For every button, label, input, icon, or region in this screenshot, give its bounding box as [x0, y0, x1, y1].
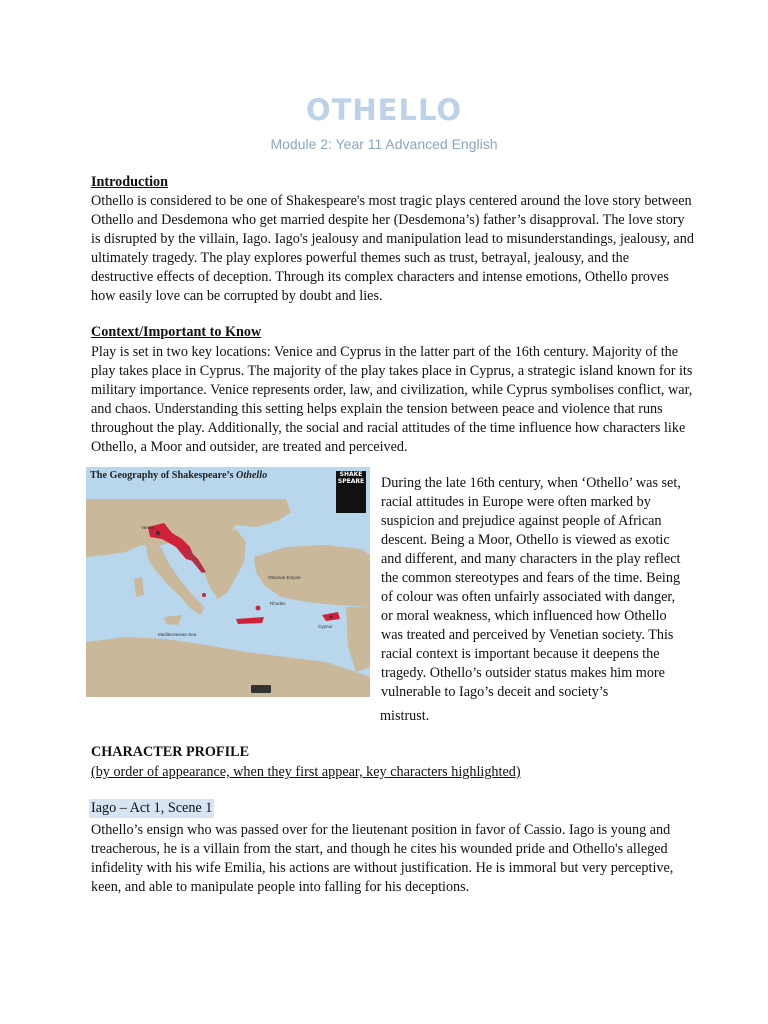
- map-title-italic: Othello: [236, 470, 268, 481]
- intro-line: how easily love can be corrupted by doubt and lies.: [91, 288, 383, 304]
- map-label-ottoman: Ottoman Empire: [268, 575, 301, 580]
- context-line: military importance. Venice represents order, law, and civilization, while Cyprus symbolises conflict, war,: [91, 382, 693, 398]
- intro-paragraph: [91, 192, 694, 306]
- iago-line: keen, and able to manipulate people into falling for his deceptions.: [91, 879, 470, 895]
- context-heading: Context/Important to Know: [91, 324, 262, 340]
- intro-heading: Introduction: [91, 174, 168, 190]
- racial-line: of colour was often unfairly associated with danger,: [381, 589, 676, 605]
- racial-line: vulnerable to Iago’s deceit and society’s: [381, 684, 609, 700]
- map-title: [90, 470, 267, 481]
- map-title-text: The Geography of Shakespeare’s: [90, 470, 237, 481]
- racial-line: and different, and many characters in the play reflect: [381, 551, 681, 567]
- racial-line: descent. Being a Moor, Othello is viewed as exotic: [381, 532, 670, 548]
- racial-last-word: mistrust.: [380, 708, 430, 724]
- logo-text: SHAKE SPEARE: [337, 471, 365, 485]
- intro-line: destructive effects of deception. Through its complex characters and intense emotions, Othello proves: [91, 269, 669, 285]
- intro-line: ultimately tragedy. The play explores powerful themes such as trust, betrayal, jealousy, and the: [91, 250, 630, 266]
- iago-line: Othello’s ensign who was passed over for the lieutenant position in favor of Cassio. Iago is young and: [91, 822, 671, 838]
- intro-line: Othello is considered to be one of Shakespeare's most tragic plays centered around the love story between: [91, 193, 692, 209]
- racial-context-paragraph: [381, 474, 701, 702]
- page-title: OTHELLO: [305, 93, 463, 127]
- page-subtitle: Module 2: Year 11 Advanced English: [270, 136, 498, 152]
- character-profile-heading: CHARACTER PROFILE: [91, 744, 250, 760]
- context-line: Play is set in two key locations: Venice and Cyprus in the latter part of the 16th century. Majority of the: [91, 344, 679, 360]
- map-label-cyprus: Cyprus: [318, 624, 333, 629]
- context-line: play takes place in Cyprus. The majority of the play takes place in Cyprus, a strategic island known for its: [91, 363, 693, 379]
- racial-line: racial context is important because it deepens the: [381, 646, 660, 662]
- cc-license-icon: [251, 685, 271, 693]
- map-label-rhodes: Rhodes: [270, 601, 286, 606]
- shakespeare-logo: [336, 471, 366, 513]
- context-line: Othello, a Moor and outsider, are treated and perceived.: [91, 439, 408, 455]
- racial-line: the common stereotypes and fears of the time. Being: [381, 570, 681, 586]
- racial-line: or moral weakness, which influenced how Othello: [381, 608, 667, 624]
- context-line: and chaos. Understanding this setting helps explain the tension between peace and violence that runs: [91, 401, 663, 417]
- iago-paragraph: [91, 821, 691, 897]
- racial-line: During the late 16th century, when ‘Othello’ was set,: [381, 475, 681, 491]
- racial-line: racial attitudes in Europe were often marked by: [381, 494, 651, 510]
- intro-line: is disrupted by the villain, Iago. Iago's jealousy and manipulation lead to misunderstandings, jealousy, and: [91, 231, 694, 247]
- geography-map-image: [86, 467, 370, 697]
- character-profile-subheading: (by order of appearance, when they first appear, key characters highlighted): [91, 764, 521, 780]
- intro-line: Othello and Desdemona who get married despite her (Desdemona’s) father’s disapproval. The love story: [91, 212, 685, 228]
- racial-line: was treated and perceived by Venetian society. This: [381, 627, 674, 643]
- context-line: throughout the play. Additionally, the social and racial attitudes of the time influence how characters like: [91, 420, 686, 436]
- iago-line: infidelity with his wife Emilia, his actions are without justification. He is immoral but very perceptive,: [91, 860, 674, 876]
- racial-line: suspicion and prejudice against people of African: [381, 513, 662, 529]
- map-graphic: [86, 467, 370, 697]
- racial-line: tragedy. Othello’s outsider status makes him more: [381, 665, 665, 681]
- map-label-sea: Mediterranean Sea: [158, 632, 197, 637]
- iago-heading: Iago – Act 1, Scene 1: [91, 800, 213, 816]
- iago-line: treacherous, he is a villain from the start, and though he cites his wounded pride and Othello's alleged: [91, 841, 668, 857]
- context-paragraph: [91, 343, 691, 457]
- map-label-venice: Venice: [141, 525, 155, 530]
